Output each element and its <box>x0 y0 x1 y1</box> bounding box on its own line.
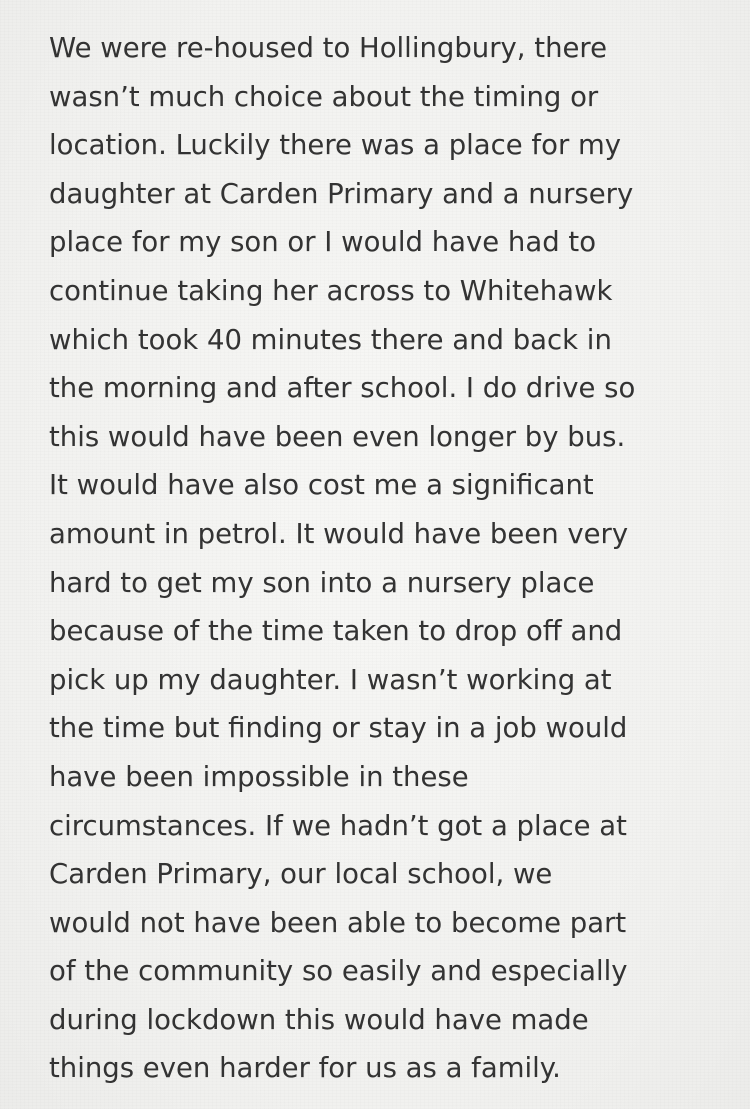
note-line: things even harder for us as a family. <box>49 1052 561 1085</box>
note-line: hard to get my son into a nursery place <box>49 566 595 599</box>
note-line: location. Luckily there was a place for my <box>49 129 622 162</box>
note-body-text <box>49 24 739 1093</box>
note-line: We were re-housed to Hollingbury, there <box>49 32 608 64</box>
note-line: pick up my daughter. I wasn’t working at <box>49 663 612 696</box>
note-line: It would have also cost me a significant <box>49 469 594 502</box>
note-line: wasn’t much choice about the timing or <box>49 80 599 113</box>
note-line: which took 40 minutes there and back in <box>49 323 612 356</box>
note-line: during lockdown this would have made <box>49 1003 589 1036</box>
note-line: continue taking her across to Whitehawk <box>49 274 613 307</box>
note-line: have been impossible in these <box>49 760 469 793</box>
note-line: amount in petrol. It would have been very <box>49 517 629 550</box>
note-line: would not have been able to become part <box>49 906 627 939</box>
note-line: the time but finding or stay in a job would <box>49 712 628 745</box>
note-line: of the community so easily and especially <box>49 955 628 988</box>
note-line: Carden Primary, our local school, we <box>49 858 553 891</box>
note-line: because of the time taken to drop off and <box>49 615 623 648</box>
note-line: daughter at Carden Primary and a nursery <box>49 177 634 210</box>
note-line: circumstances. If we hadn’t got a place at <box>49 809 627 842</box>
note-line: place for my son or I would have had to <box>49 226 597 259</box>
note-line: this would have been even longer by bus. <box>49 420 626 453</box>
note-line: the morning and after school. I do drive so <box>49 372 636 405</box>
